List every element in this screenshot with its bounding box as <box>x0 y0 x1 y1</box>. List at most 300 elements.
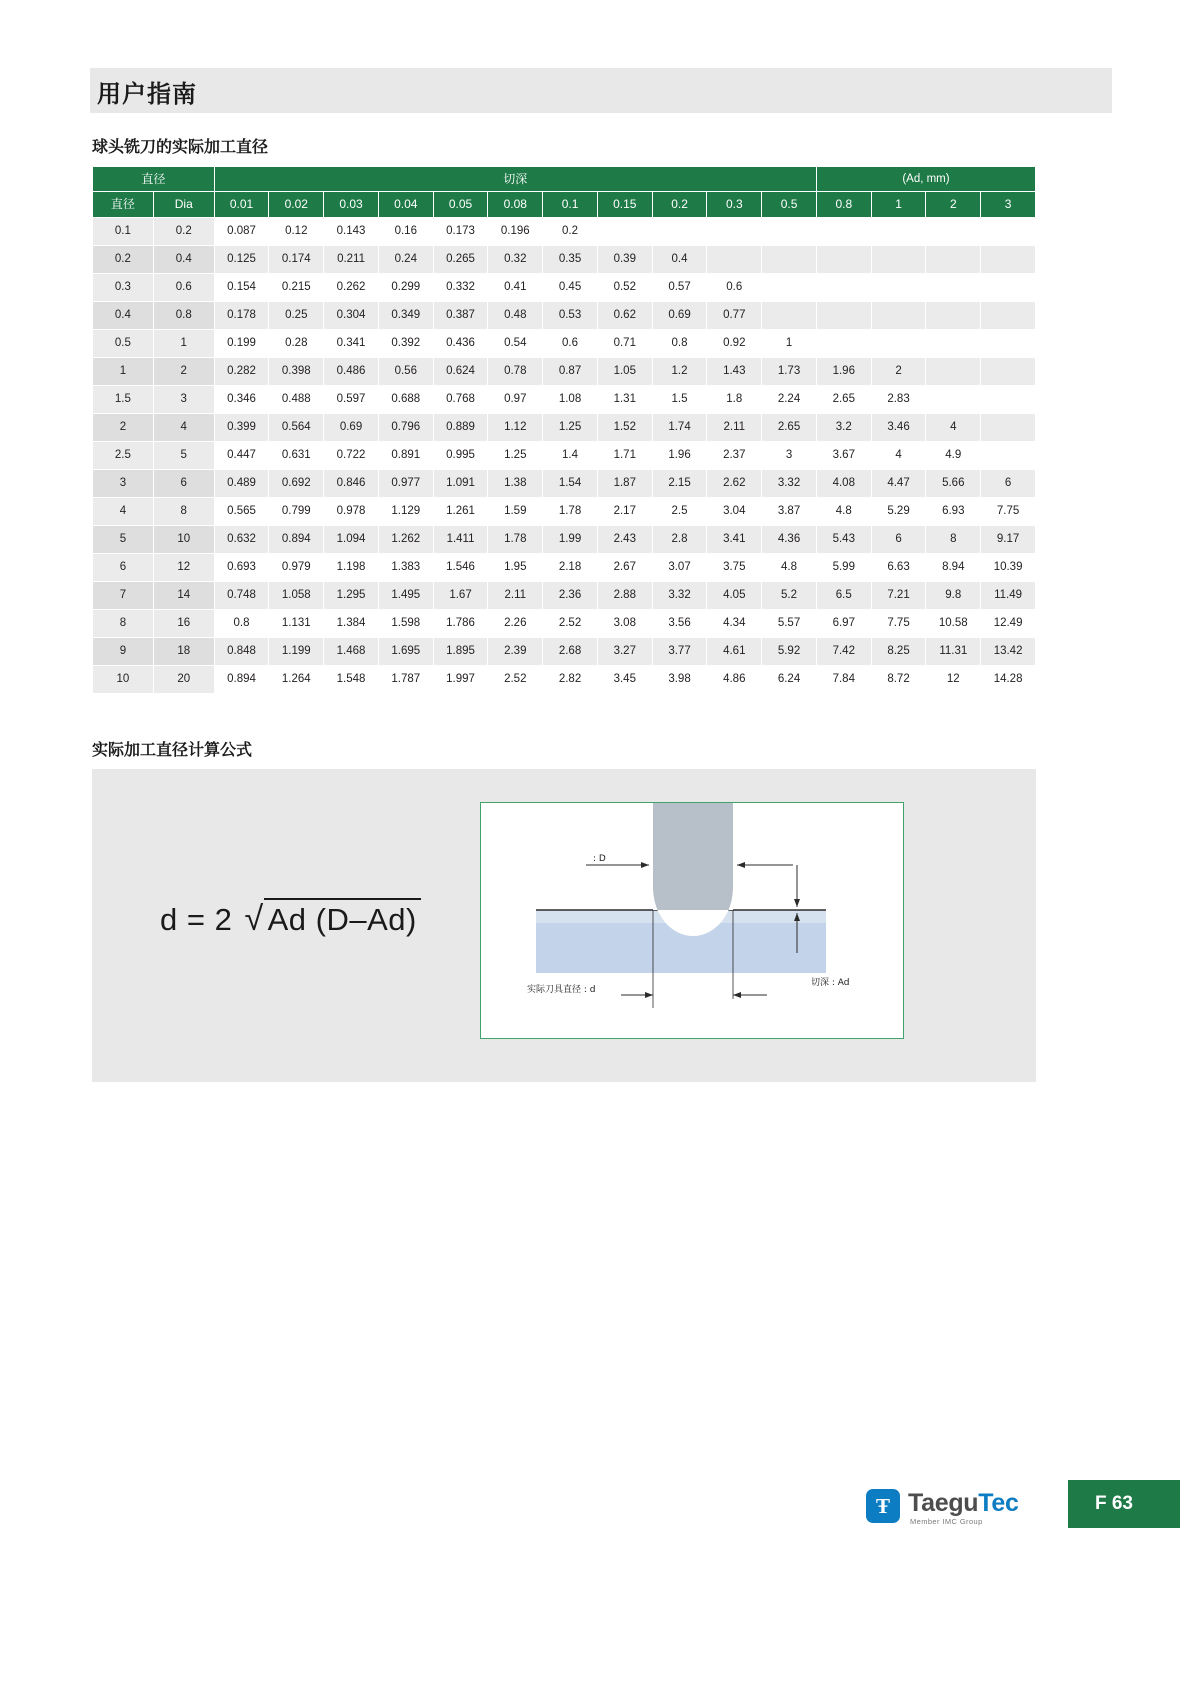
cell-value: 0.77 <box>707 302 762 330</box>
table-row <box>93 218 1036 246</box>
cell-value: 6 <box>981 470 1036 498</box>
cell-dia-cn: 8 <box>93 610 154 638</box>
cell-value: 13.42 <box>981 638 1036 666</box>
cell-dia-en: 8 <box>153 498 214 526</box>
table-row <box>93 246 1036 274</box>
cell-value <box>707 246 762 274</box>
cell-value: 4.36 <box>762 526 817 554</box>
cell-value: 10.58 <box>926 610 981 638</box>
cell-value <box>981 442 1036 470</box>
cell-value: 0.632 <box>214 526 269 554</box>
cell-value: 0.894 <box>269 526 324 554</box>
cell-value: 5.2 <box>762 582 817 610</box>
cell-value: 2.15 <box>652 470 707 498</box>
cell-value: 3 <box>762 442 817 470</box>
cell-value: 1 <box>762 330 817 358</box>
logo-wordmark <box>908 1489 1019 1518</box>
cell-value: 3.45 <box>597 666 652 694</box>
cell-value: 8.94 <box>926 554 981 582</box>
table-body <box>93 218 1036 694</box>
cell-value: 14.28 <box>981 666 1036 694</box>
cell-value <box>981 274 1036 302</box>
cell-value: 1.787 <box>378 666 433 694</box>
cell-dia-en: 5 <box>153 442 214 470</box>
cell-value <box>762 302 817 330</box>
formula-radical <box>241 898 420 939</box>
cell-dia-cn: 3 <box>93 470 154 498</box>
cell-value: 0.28 <box>269 330 324 358</box>
cell-value: 1.99 <box>543 526 598 554</box>
cell-value: 3.07 <box>652 554 707 582</box>
cell-value: 11.49 <box>981 582 1036 610</box>
cell-dia-en: 0.6 <box>153 274 214 302</box>
cell-value: 1.895 <box>433 638 488 666</box>
cell-value: 6.63 <box>871 554 926 582</box>
dim-arrow-D-right <box>737 862 745 868</box>
cell-dia-cn: 1.5 <box>93 386 154 414</box>
cell-dia-cn: 1 <box>93 358 154 386</box>
cell-value: 1.08 <box>543 386 598 414</box>
cell-value: 5.92 <box>762 638 817 666</box>
header-depth-value: 0.8 <box>816 192 871 218</box>
cell-value: 6.93 <box>926 498 981 526</box>
diagram-svg <box>481 803 903 1038</box>
cell-value: 1.38 <box>488 470 543 498</box>
cell-dia-cn: 0.3 <box>93 274 154 302</box>
cell-dia-en: 12 <box>153 554 214 582</box>
header-depth-value: 0.2 <box>652 192 707 218</box>
cell-value: 2.37 <box>707 442 762 470</box>
cell-value: 1.546 <box>433 554 488 582</box>
cell-dia-cn: 2.5 <box>93 442 154 470</box>
cell-value <box>871 302 926 330</box>
cell-value <box>816 274 871 302</box>
cell-value: 7.42 <box>816 638 871 666</box>
cell-value: 0.489 <box>214 470 269 498</box>
cell-value: 0.196 <box>488 218 543 246</box>
cell-value: 6.24 <box>762 666 817 694</box>
table-row <box>93 442 1036 470</box>
cell-value: 6 <box>871 526 926 554</box>
cell-value: 0.768 <box>433 386 488 414</box>
cell-value: 7.75 <box>981 498 1036 526</box>
cell-value <box>926 218 981 246</box>
cell-value: 0.889 <box>433 414 488 442</box>
cell-value: 0.92 <box>707 330 762 358</box>
cell-value: 0.299 <box>378 274 433 302</box>
cell-value: 0.349 <box>378 302 433 330</box>
cell-value: 0.995 <box>433 442 488 470</box>
cell-value <box>597 218 652 246</box>
table-row <box>93 414 1036 442</box>
cell-value: 0.215 <box>269 274 324 302</box>
cell-value: 5.43 <box>816 526 871 554</box>
cell-dia-cn: 5 <box>93 526 154 554</box>
page-title: 用户指南 <box>97 81 197 108</box>
cell-value <box>707 218 762 246</box>
formula-lhs: d = 2 <box>160 902 233 937</box>
header-depth-group: 切深 <box>214 167 816 192</box>
cell-value: 0.486 <box>324 358 379 386</box>
header-depth-value: 0.05 <box>433 192 488 218</box>
cell-value: 0.25 <box>269 302 324 330</box>
cell-value: 0.688 <box>378 386 433 414</box>
cell-value: 1.094 <box>324 526 379 554</box>
cell-value: 0.265 <box>433 246 488 274</box>
cell-value: 0.564 <box>269 414 324 442</box>
cell-dia-cn: 6 <box>93 554 154 582</box>
cell-value: 1.695 <box>378 638 433 666</box>
header-depth-value: 0.15 <box>597 192 652 218</box>
cell-value: 0.624 <box>433 358 488 386</box>
formula-section-title: 实际加工直径计算公式 <box>92 742 253 759</box>
cell-value: 3.2 <box>816 414 871 442</box>
cell-value: 0.173 <box>433 218 488 246</box>
cell-value: 1.12 <box>488 414 543 442</box>
cell-value: 0.97 <box>488 386 543 414</box>
cell-value: 2 <box>871 358 926 386</box>
cell-dia-cn: 4 <box>93 498 154 526</box>
cell-value: 0.6 <box>543 330 598 358</box>
table-row <box>93 526 1036 554</box>
cell-value: 0.304 <box>324 302 379 330</box>
cell-value: 11.31 <box>926 638 981 666</box>
cell-value: 0.346 <box>214 386 269 414</box>
header-depth-value: 1 <box>871 192 926 218</box>
cell-dia-en: 20 <box>153 666 214 694</box>
cell-value: 0.692 <box>269 470 324 498</box>
cell-value: 1.786 <box>433 610 488 638</box>
cell-value: 1.411 <box>433 526 488 554</box>
cell-value: 2.5 <box>652 498 707 526</box>
cell-value: 2.65 <box>762 414 817 442</box>
cell-value: 2.11 <box>707 414 762 442</box>
cell-value: 1.78 <box>488 526 543 554</box>
cell-value: 0.174 <box>269 246 324 274</box>
cell-value <box>926 302 981 330</box>
cell-value <box>871 218 926 246</box>
cell-value: 0.52 <box>597 274 652 302</box>
cell-value: 0.24 <box>378 246 433 274</box>
cell-dia-cn: 0.2 <box>93 246 154 274</box>
table-row <box>93 470 1036 498</box>
cell-value: 1.25 <box>543 414 598 442</box>
table-header-group-row <box>93 167 1036 192</box>
brand-logo <box>866 1487 1056 1527</box>
cell-dia-en: 4 <box>153 414 214 442</box>
cell-value: 0.978 <box>324 498 379 526</box>
cell-value: 7.75 <box>871 610 926 638</box>
table-head <box>93 167 1036 218</box>
cell-value: 0.71 <box>597 330 652 358</box>
cell-value: 1.383 <box>378 554 433 582</box>
cell-value: 9.17 <box>981 526 1036 554</box>
cell-value: 0.199 <box>214 330 269 358</box>
cell-value: 1.05 <box>597 358 652 386</box>
cell-value <box>762 246 817 274</box>
cell-value: 0.8 <box>214 610 269 638</box>
cell-dia-cn: 2 <box>93 414 154 442</box>
cell-value: 2.39 <box>488 638 543 666</box>
cell-value: 2.8 <box>652 526 707 554</box>
header-dia-en: Dia <box>153 192 214 218</box>
header-depth-value: 3 <box>981 192 1036 218</box>
cell-value: 7.21 <box>871 582 926 610</box>
cell-value: 0.398 <box>269 358 324 386</box>
cell-value: 0.211 <box>324 246 379 274</box>
cell-value: 0.387 <box>433 302 488 330</box>
header-depth-value: 0.3 <box>707 192 762 218</box>
cell-dia-en: 6 <box>153 470 214 498</box>
cell-value <box>981 246 1036 274</box>
cell-value: 0.392 <box>378 330 433 358</box>
cell-value: 1.54 <box>543 470 598 498</box>
cell-value: 1.31 <box>597 386 652 414</box>
header-depth-value: 0.02 <box>269 192 324 218</box>
cell-value: 3.27 <box>597 638 652 666</box>
cell-value <box>981 330 1036 358</box>
cell-value: 3.41 <box>707 526 762 554</box>
cell-value: 1.598 <box>378 610 433 638</box>
cell-value: 7.84 <box>816 666 871 694</box>
cell-value: 4.08 <box>816 470 871 498</box>
header-depth-value: 0.03 <box>324 192 379 218</box>
cell-value: 1.198 <box>324 554 379 582</box>
cell-value: 2.17 <box>597 498 652 526</box>
cell-value: 0.796 <box>378 414 433 442</box>
cell-value: 4 <box>926 414 981 442</box>
cell-value: 0.748 <box>214 582 269 610</box>
cell-value: 2.18 <box>543 554 598 582</box>
table-row <box>93 666 1036 694</box>
dim-arrow-depth-down <box>794 899 800 907</box>
cell-value: 4.8 <box>762 554 817 582</box>
cell-value: 1.091 <box>433 470 488 498</box>
cell-value: 0.436 <box>433 330 488 358</box>
cell-dia-cn: 7 <box>93 582 154 610</box>
cell-value <box>926 358 981 386</box>
cell-value: 1.8 <box>707 386 762 414</box>
cell-value: 1.96 <box>816 358 871 386</box>
cell-value: 1.96 <box>652 442 707 470</box>
cell-value: 3.56 <box>652 610 707 638</box>
cell-value <box>871 246 926 274</box>
cell-value: 5.99 <box>816 554 871 582</box>
cell-value <box>981 302 1036 330</box>
cell-value: 0.848 <box>214 638 269 666</box>
header-depth-value: 2 <box>926 192 981 218</box>
cell-value: 0.12 <box>269 218 324 246</box>
cell-value: 0.282 <box>214 358 269 386</box>
cell-dia-en: 16 <box>153 610 214 638</box>
table-section-title: 球头铣刀的实际加工直径 <box>92 139 269 156</box>
cell-value: 6.97 <box>816 610 871 638</box>
cell-value: 9.8 <box>926 582 981 610</box>
cell-value: 1.295 <box>324 582 379 610</box>
cell-value: 0.78 <box>488 358 543 386</box>
cell-value <box>652 218 707 246</box>
cell-value: 4.86 <box>707 666 762 694</box>
cell-value: 1.5 <box>652 386 707 414</box>
cell-value: 3.67 <box>816 442 871 470</box>
cell-value: 0.57 <box>652 274 707 302</box>
cell-value: 2.82 <box>543 666 598 694</box>
table-row <box>93 330 1036 358</box>
cell-value <box>926 386 981 414</box>
table-row <box>93 638 1036 666</box>
cell-value: 2.88 <box>597 582 652 610</box>
cell-value: 3.46 <box>871 414 926 442</box>
cell-value: 2.26 <box>488 610 543 638</box>
table-row <box>93 274 1036 302</box>
cell-value: 0.56 <box>378 358 433 386</box>
header-depth-value: 0.5 <box>762 192 817 218</box>
header-depth-value: 0.01 <box>214 192 269 218</box>
cell-dia-en: 18 <box>153 638 214 666</box>
cell-value: 4.9 <box>926 442 981 470</box>
cell-value: 0.2 <box>543 218 598 246</box>
cell-value: 1.87 <box>597 470 652 498</box>
cell-value: 1.384 <box>324 610 379 638</box>
cell-value <box>816 330 871 358</box>
logo-mark-glyph: Ŧ <box>875 1494 890 1518</box>
cell-value: 0.8 <box>652 330 707 358</box>
cell-value: 8 <box>926 526 981 554</box>
machining-diameter-table <box>92 166 1036 694</box>
table-row <box>93 554 1036 582</box>
cell-dia-en: 14 <box>153 582 214 610</box>
cell-value: 3.32 <box>652 582 707 610</box>
cell-value: 2.65 <box>816 386 871 414</box>
cell-value: 1.129 <box>378 498 433 526</box>
cell-value <box>871 330 926 358</box>
machining-diameter-table-wrap <box>92 166 1036 694</box>
formula-expression <box>160 898 421 939</box>
diagram-label-tool-dia: 实际刀具直径 : d <box>527 985 596 995</box>
cell-value: 0.488 <box>269 386 324 414</box>
page-number: F 63 <box>1094 1493 1134 1514</box>
cell-value: 1.262 <box>378 526 433 554</box>
cell-value: 0.979 <box>269 554 324 582</box>
cell-value: 0.45 <box>543 274 598 302</box>
cell-value: 0.977 <box>378 470 433 498</box>
cell-value <box>762 274 817 302</box>
cell-value: 2.67 <box>597 554 652 582</box>
cell-value: 1.261 <box>433 498 488 526</box>
cell-value: 3.87 <box>762 498 817 526</box>
cell-value: 1.74 <box>652 414 707 442</box>
table-subheader-row <box>93 192 1036 218</box>
cell-value: 0.341 <box>324 330 379 358</box>
header-depth-value: 0.04 <box>378 192 433 218</box>
cell-value: 1.67 <box>433 582 488 610</box>
cell-value: 4.8 <box>816 498 871 526</box>
cell-value: 0.87 <box>543 358 598 386</box>
cell-value: 10.39 <box>981 554 1036 582</box>
cell-value <box>816 218 871 246</box>
cell-value: 0.125 <box>214 246 269 274</box>
cell-value: 5.29 <box>871 498 926 526</box>
cell-value: 3.32 <box>762 470 817 498</box>
cell-value: 0.891 <box>378 442 433 470</box>
cell-value: 2.83 <box>871 386 926 414</box>
cell-dia-en: 0.8 <box>153 302 214 330</box>
logo-word-1: Taegu <box>908 1489 979 1517</box>
cell-value: 0.722 <box>324 442 379 470</box>
cell-value: 4 <box>871 442 926 470</box>
cell-value: 0.48 <box>488 302 543 330</box>
cell-value: 0.332 <box>433 274 488 302</box>
cell-dia-cn: 0.1 <box>93 218 154 246</box>
table-row <box>93 386 1036 414</box>
cell-value <box>981 386 1036 414</box>
cell-value: 0.32 <box>488 246 543 274</box>
cell-value <box>981 414 1036 442</box>
cell-dia-en: 3 <box>153 386 214 414</box>
cell-value: 0.154 <box>214 274 269 302</box>
cell-dia-en: 0.4 <box>153 246 214 274</box>
cell-value: 0.846 <box>324 470 379 498</box>
cell-dia-cn: 0.4 <box>93 302 154 330</box>
cell-dia-en: 10 <box>153 526 214 554</box>
cell-value: 2.68 <box>543 638 598 666</box>
cell-value: 0.399 <box>214 414 269 442</box>
cell-value: 0.69 <box>652 302 707 330</box>
table-row <box>93 582 1036 610</box>
formula-radicand: Ad (D–Ad) <box>264 898 421 938</box>
cell-value: 0.41 <box>488 274 543 302</box>
cell-dia-cn: 9 <box>93 638 154 666</box>
header-depth-value: 0.08 <box>488 192 543 218</box>
cell-value: 1.59 <box>488 498 543 526</box>
cell-value: 2.36 <box>543 582 598 610</box>
cell-value: 0.143 <box>324 218 379 246</box>
cell-value: 0.631 <box>269 442 324 470</box>
dim-arrow-D-left <box>641 862 649 868</box>
cell-value: 1.468 <box>324 638 379 666</box>
cell-value: 0.178 <box>214 302 269 330</box>
header-band <box>90 68 1112 113</box>
cell-value <box>816 302 871 330</box>
cell-value: 1.495 <box>378 582 433 610</box>
header-diameter-group: 直径 <box>93 167 215 192</box>
logo-subtitle: Member IMC Group <box>910 1517 983 1526</box>
cell-value: 1.78 <box>543 498 598 526</box>
cell-value <box>981 358 1036 386</box>
cell-value: 1.52 <box>597 414 652 442</box>
logo-mark-icon <box>866 1489 900 1523</box>
diagram-label-depth: 切深 : Ad <box>811 978 850 988</box>
ball-endmill-diagram <box>480 802 904 1039</box>
sqrt-icon: √ <box>244 900 264 938</box>
cell-value: 0.39 <box>597 246 652 274</box>
dim-arrow-d-left <box>645 992 653 998</box>
cell-value: 3.08 <box>597 610 652 638</box>
cell-value: 0.54 <box>488 330 543 358</box>
cell-dia-en: 2 <box>153 358 214 386</box>
cell-value: 1.4 <box>543 442 598 470</box>
table-row <box>93 610 1036 638</box>
cell-value: 5.57 <box>762 610 817 638</box>
cell-value: 0.262 <box>324 274 379 302</box>
cell-value: 0.16 <box>378 218 433 246</box>
cell-value: 1.73 <box>762 358 817 386</box>
cell-value: 12.49 <box>981 610 1036 638</box>
cell-value: 1.43 <box>707 358 762 386</box>
cell-value: 0.62 <box>597 302 652 330</box>
cell-value: 4.47 <box>871 470 926 498</box>
cell-value: 2.11 <box>488 582 543 610</box>
